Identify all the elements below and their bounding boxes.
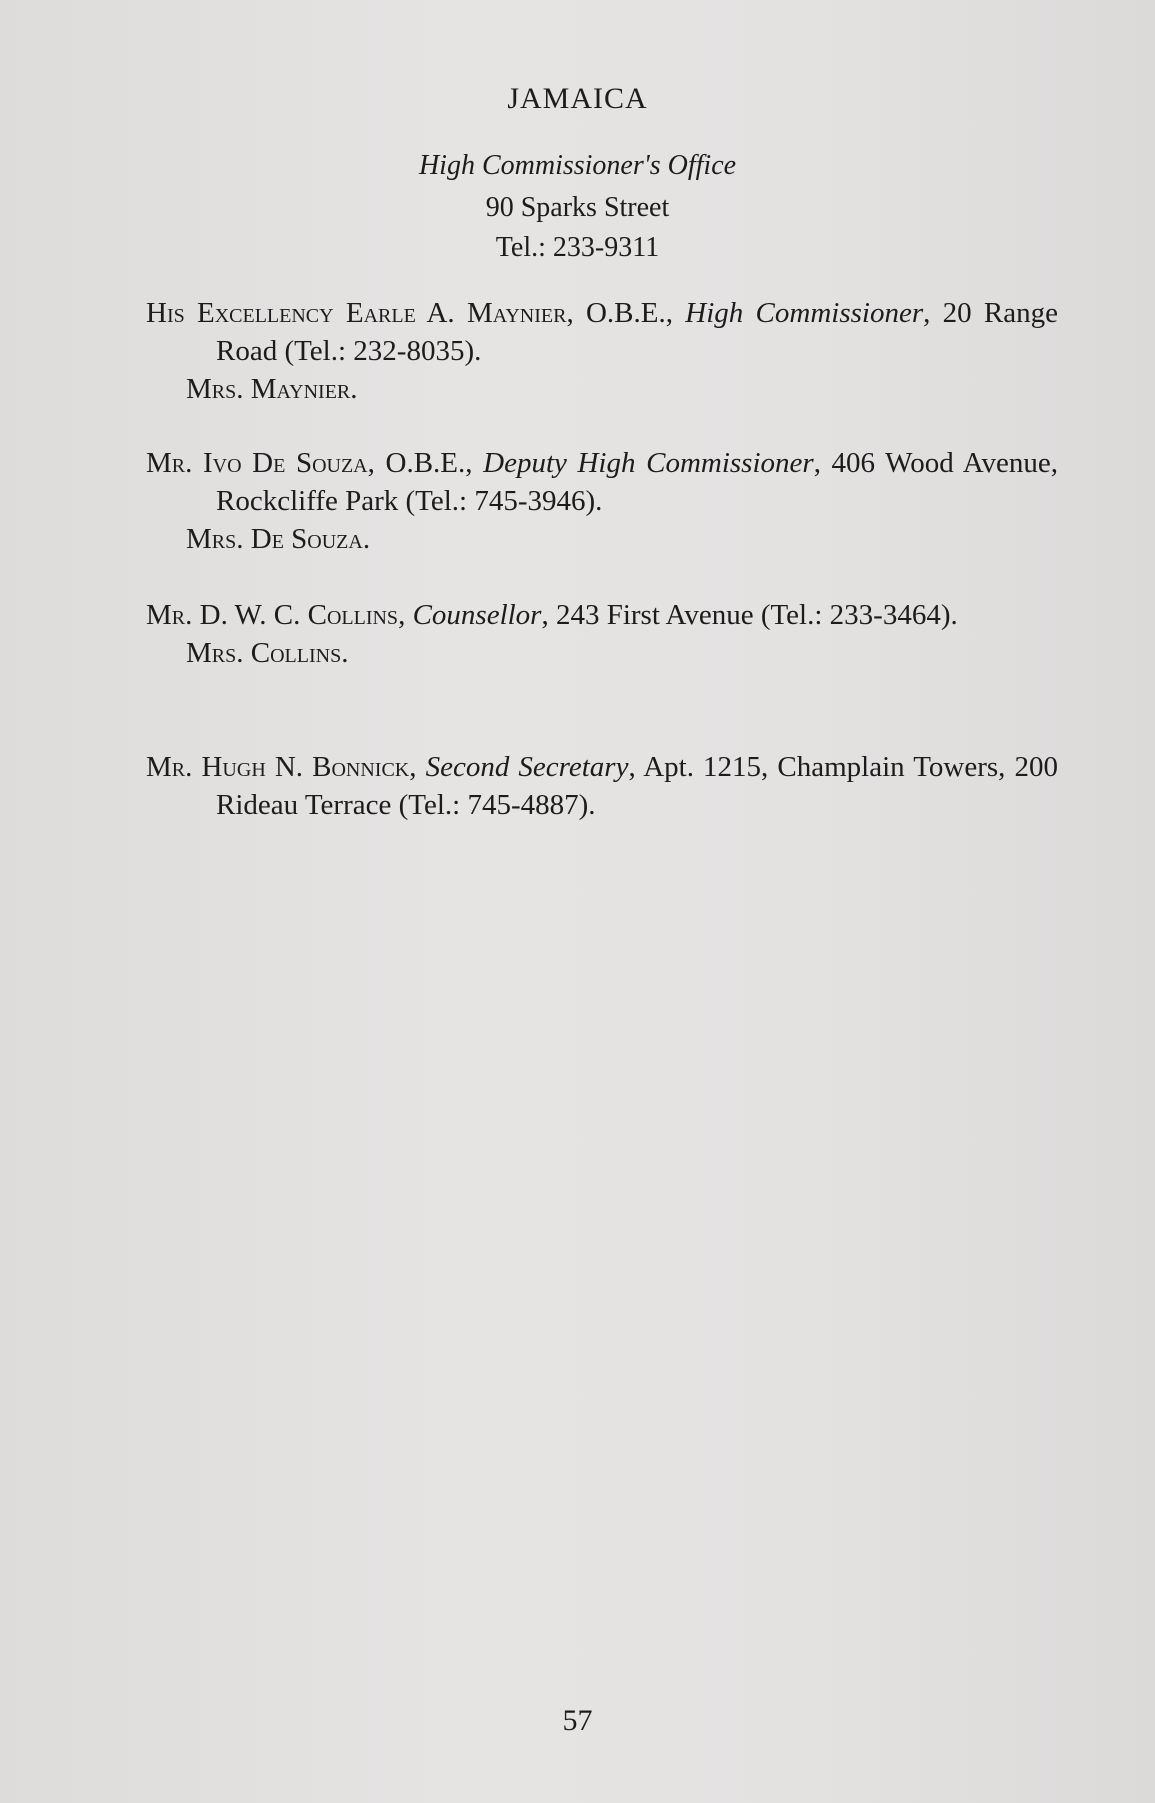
entry-second-secretary [146,748,1058,824]
entry-title: Mr. [146,447,193,479]
entry-honours: , [398,599,413,631]
entry-address: , 20 Range Road (Tel.: 232-8035). [216,297,1059,367]
entry-address: , Apt. 1215, Champlain Towers, 200 Rideau Terrace (Tel.: 745-4887). [216,751,1058,821]
entry-honours: , O.B.E., [367,447,484,479]
entry-honours: , O.B.E., [566,297,686,329]
entry-title: Mr. [146,599,193,631]
page-number: 57 [562,1704,593,1737]
office-address: 90 Sparks Street [485,192,670,223]
office-name: High Commissioner's Office [418,150,737,181]
entry-spouse: Mrs. Maynier. [186,373,358,405]
entry-line [146,294,1058,370]
entry-deputy-high-commissioner [146,444,1058,558]
entry-line [146,596,1058,634]
entry-name: Hugh N. Bonnick [201,751,410,783]
entry-name: D. W. C. Collins [199,599,399,631]
entry-title: His Excellency [146,297,334,329]
entry-line [146,444,1058,520]
entry-spouse: Mrs. De Souza. [186,523,371,555]
entry-spouse: Mrs. Collins. [186,637,349,669]
entry-line [146,748,1058,824]
country-heading: JAMAICA [507,82,648,115]
entry-name: Ivo De Souza [203,447,368,479]
entry-high-commissioner [146,294,1058,408]
entry-position: High Commissioner [685,297,924,329]
entry-position: Deputy High Commissioner [483,447,814,479]
entry-name: Earle A. Maynier [345,297,567,329]
entry-address: , 243 First Avenue (Tel.: 233-3464). [541,599,958,631]
entry-address: , 406 Wood Avenue, Rockcliffe Park (Tel.: 745-3946). [216,447,1058,517]
office-telephone: Tel.: 233-9311 [495,232,660,263]
entry-title: Mr. [146,751,193,783]
entry-counsellor [146,596,1058,672]
entry-honours: , [409,751,426,783]
entry-position: Second Secretary [425,751,629,783]
entry-position: Counsellor [412,599,542,631]
